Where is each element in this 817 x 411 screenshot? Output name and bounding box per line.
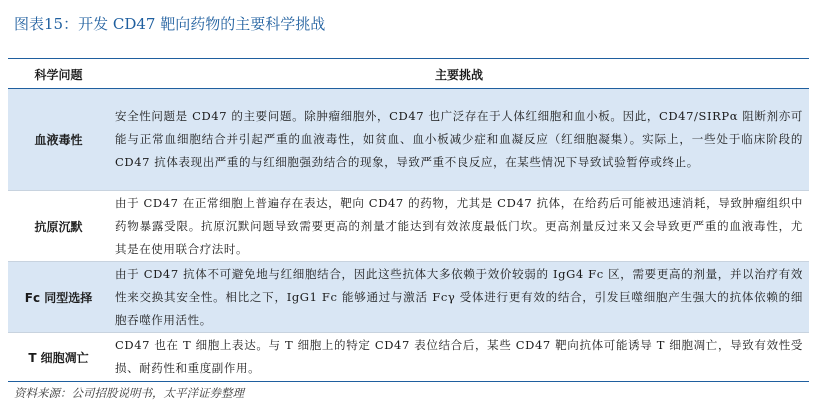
table-row <box>8 191 809 262</box>
challenge-text: CD47 也在 T 细胞上表达。与 T 细胞上的特定 CD47 表位结合后，某些 CD47 靶向抗体可能诱导 T 细胞凋亡，导致有效性受损、耐药性和重度副作用。 <box>109 333 809 382</box>
table-row <box>8 262 809 333</box>
issue-label: 血液毒性 <box>8 89 109 191</box>
challenge-text: 由于 CD47 在正常细胞上普遍存在表达，靶向 CD47 的药物，尤其是 CD47 抗体，在给药后可能被迅速消耗，导致肿瘤组织中药物暴露受限。抗原沉默问题导致需要更高的剂量才能达到有效浓度最低门坎。更高剂量反过来又会导致更严重的血液毒性，尤其是在使用联合疗法时。 <box>109 191 809 262</box>
header-issue: 科学问题 <box>8 60 109 89</box>
header-challenge: 主要挑战 <box>109 60 809 89</box>
source-note: 资料来源：公司招股说明书，太平洋证券整理 <box>14 386 244 400</box>
challenge-text: 安全性问题是 CD47 的主要问题。除肿瘤细胞外，CD47 也广泛存在于人体红细胞和血小板。因此，CD47/SIRPα 阻断剂亦可能与正常血细胞结合并引起严重的血液毒性，如贫血、血小板减少症和血凝反应（红细胞凝集）。实际上，一些处于临床阶段的 CD47 抗体表现出严重的与红细胞强劲结合的现象，导致严重不良反应，在某些情况下导致试验暂停或终止。 <box>109 89 809 191</box>
title-divider <box>8 58 809 59</box>
figure-title: 图表15：开发 CD47 靶向药物的主要科学挑战 <box>14 15 326 33</box>
table-row <box>8 89 809 191</box>
table-header-row <box>8 60 809 89</box>
challenges-table <box>8 60 809 382</box>
issue-label: Fc 同型选择 <box>8 262 109 333</box>
issue-label: 抗原沉默 <box>8 191 109 262</box>
challenge-text: 由于 CD47 抗体不可避免地与红细胞结合，因此这些抗体大多依赖于效价较弱的 IgG4 Fc 区，需要更高的剂量，并以治疗有效性来交换其安全性。相比之下，IgG1 Fc 能够通过与激活 Fcγ 受体进行更有效的结合，引发巨噬细胞产生强大的抗体依赖的细胞吞噬作用活性。 <box>109 262 809 333</box>
table-row <box>8 333 809 382</box>
issue-label: T 细胞凋亡 <box>8 333 109 382</box>
